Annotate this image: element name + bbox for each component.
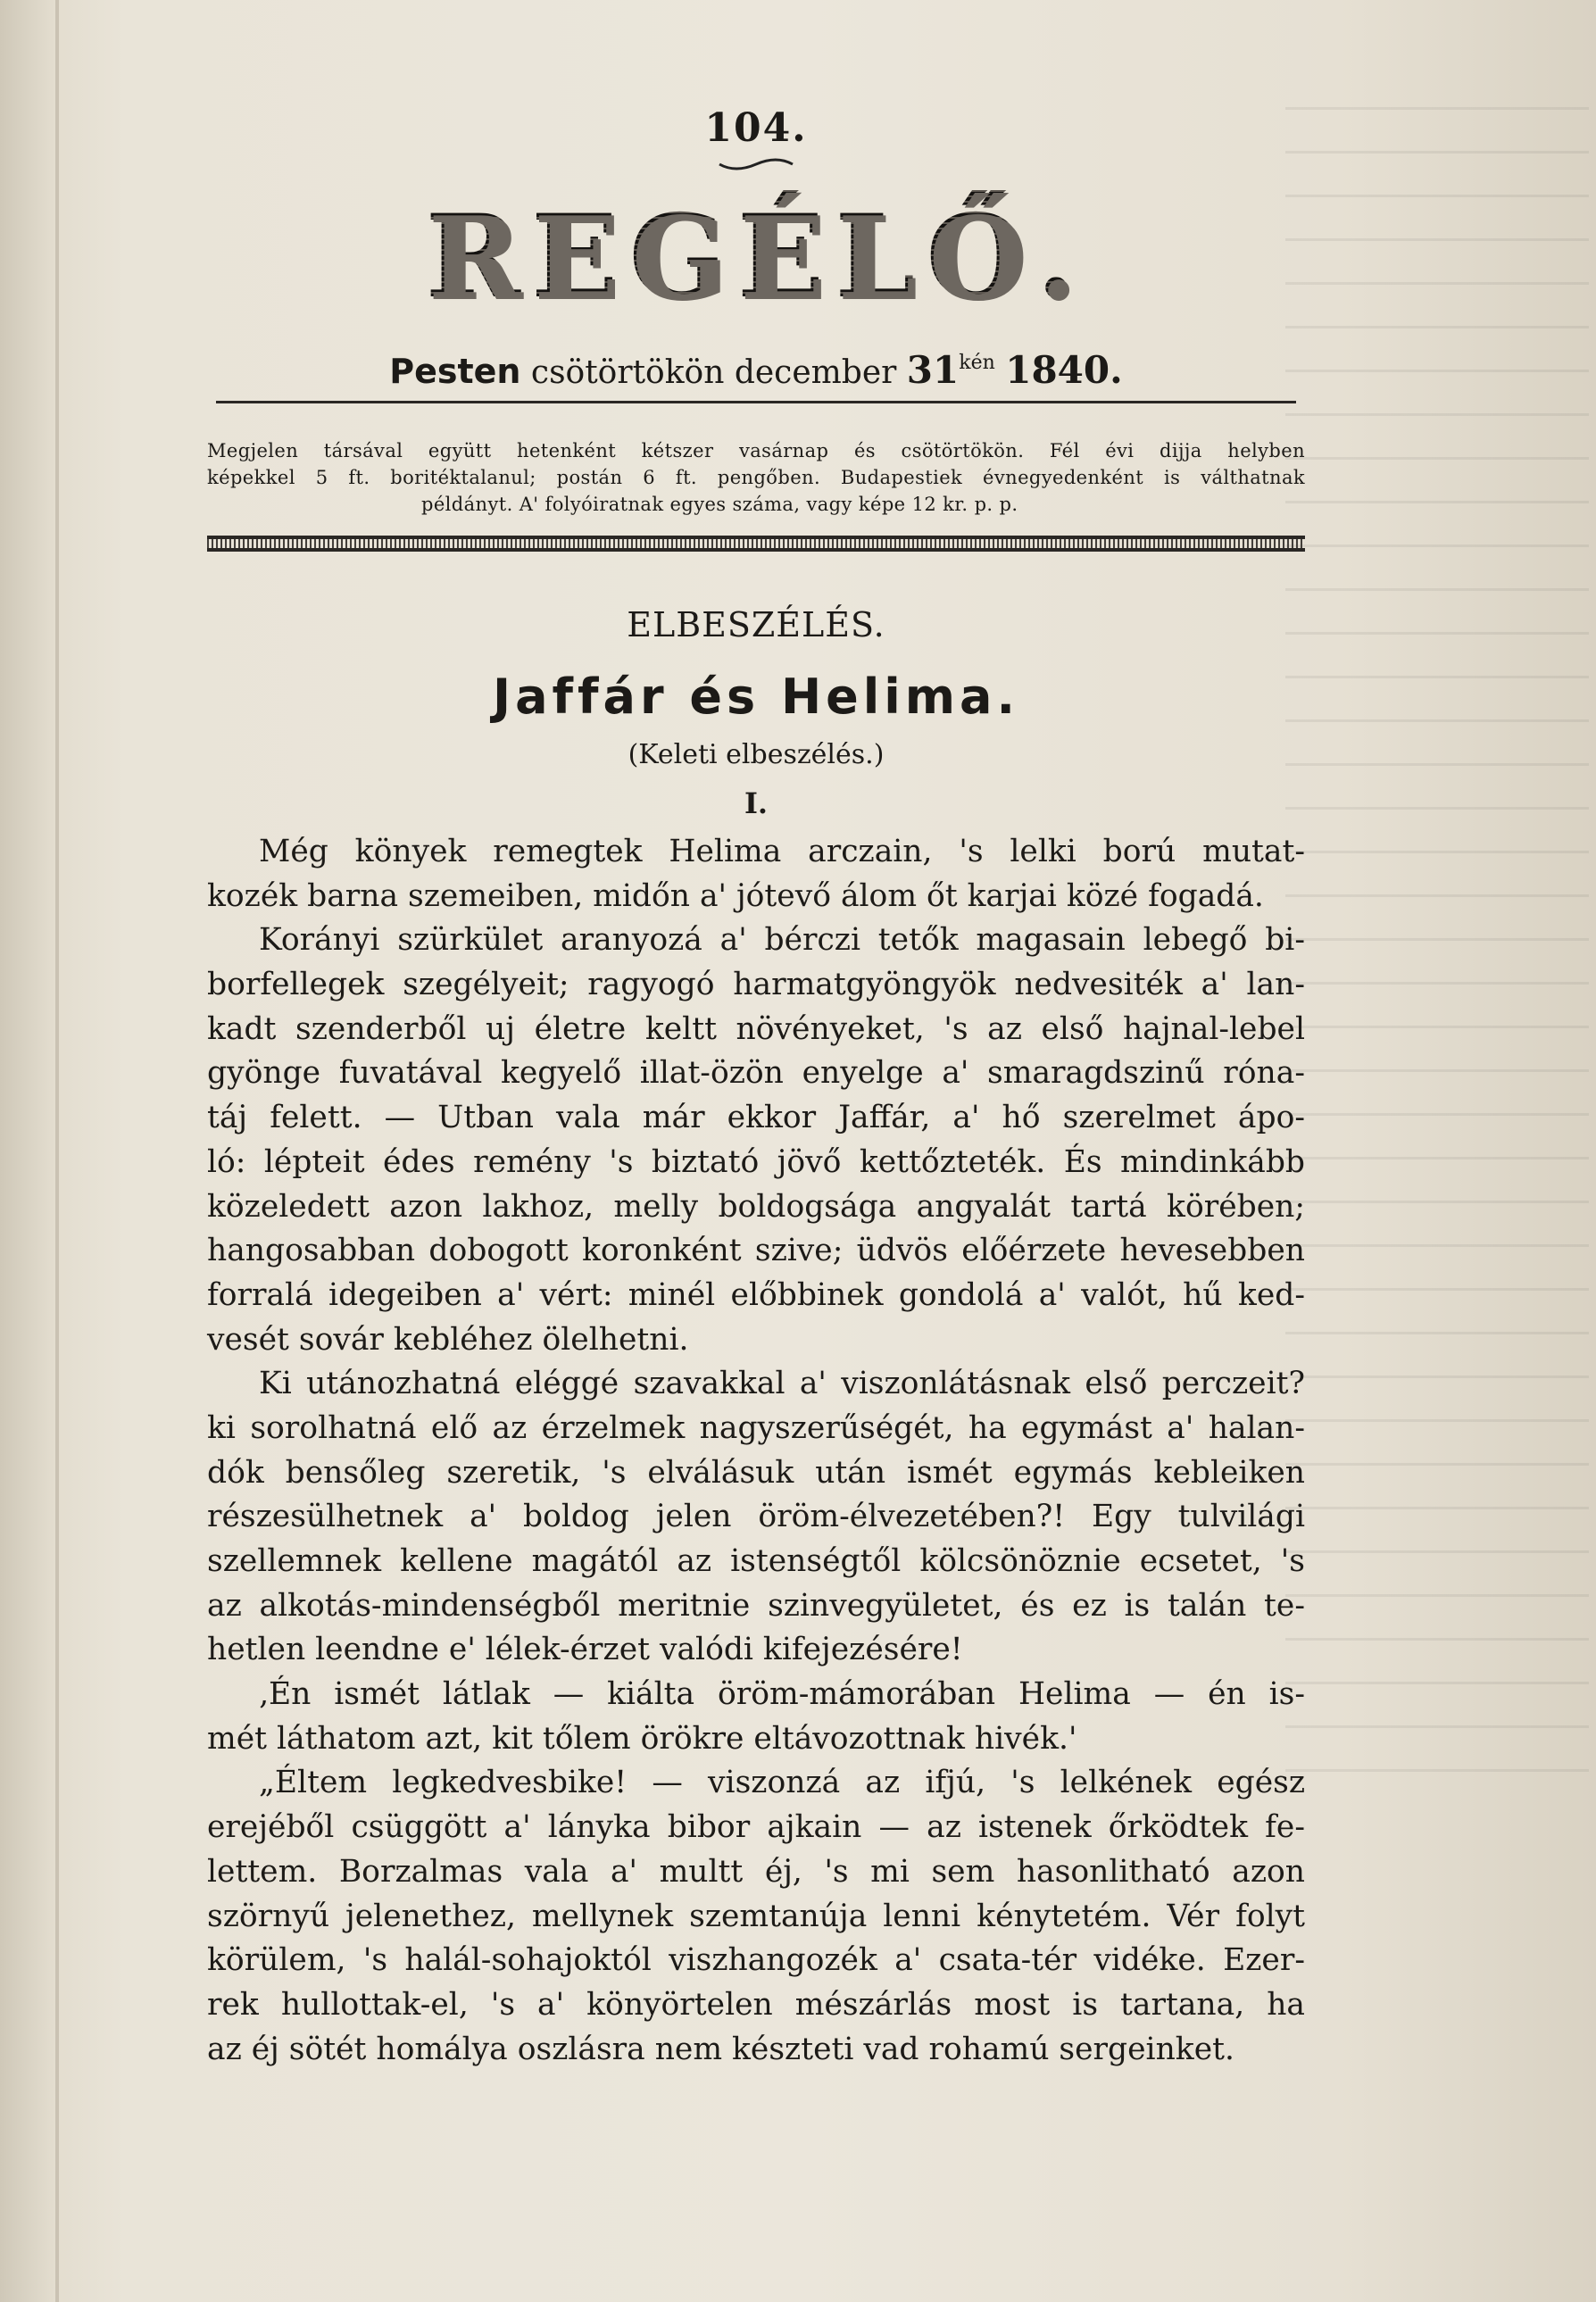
dateline-place: Pesten — [389, 352, 521, 391]
dateline-year: 1840. — [1005, 348, 1123, 392]
text-line: szellemnek kellene magától az istenségtől kölcsönöznie ecsetet, 's — [207, 1543, 1305, 1579]
text-line: hetlen leendne e' lélek-érzet valódi kifejezésére! — [207, 1632, 963, 1668]
paragraph — [207, 1673, 1305, 1761]
text-line: az alkotás-mindenségből meritnie szinvegyületet, és ez is talán te- — [207, 1587, 1305, 1624]
text-line: „Éltem legkedvesbike! — viszonzá az ifjú, 's lelkének egész — [259, 1765, 1305, 1801]
subscription-line: példányt. A' folyóiratnak egyes száma, vagy képe 12 kr. p. p. — [421, 494, 1018, 515]
text-line: erejéből csüggött a' lányka bibor ajkain — az istenek őrködtek fe- — [207, 1809, 1305, 1846]
page-content — [207, 0, 1305, 2302]
subscription-line: Megjelen társával együtt hetenként kétszer vasárnap és csötörtökön. Fél évi dijja helyben — [207, 440, 1305, 461]
page-number: 104. — [704, 105, 808, 151]
masthead-title — [207, 190, 1305, 324]
paragraph — [207, 918, 1305, 1362]
page-binding-edge — [55, 0, 59, 2302]
ornament-swash-icon — [716, 154, 796, 173]
dateline-day: 31 — [906, 348, 960, 392]
text-line: ki sorolhatná elő az érzelmek nagyszerűségét, ha egymást a' halan- — [207, 1409, 1305, 1446]
paragraph — [207, 830, 1305, 918]
text-line: kozék barna szemeiben, midőn a' jótevő álom őt karjai közé fogadá. — [207, 877, 1264, 914]
text-line: körülem, 's halál-sohajoktól viszhangozék a' csata-tér vidéke. Ezer- — [207, 1942, 1305, 1979]
ornamental-divider — [207, 536, 1305, 552]
paragraph — [207, 1761, 1305, 2072]
text-line: lettem. Borzalmas vala a' multt éj, 's mi sem hasonlitható azon — [207, 1853, 1305, 1890]
text-line: Ki utánozhatná eléggé szavakkal a' viszonlátásnak első perczeit? — [259, 1366, 1305, 1402]
text-line: dók bensőleg szeretik, 's elválásuk után ismét egymás kebleiken — [207, 1454, 1305, 1491]
text-line: ló: lépteit édes remény 's biztató jövő kettőzteték. És mindinkább — [207, 1143, 1305, 1180]
text-line: Még könyek remegtek Helima arczain, 's lelki ború mutat- — [259, 834, 1305, 869]
masthead-text: REGÉLŐ. — [425, 190, 1087, 324]
text-line: hangosabban dobogott koronként szive; üdvös előérzete hevesebben — [207, 1233, 1305, 1269]
article-subtitle: (Keleti elbeszélés.) — [628, 739, 885, 770]
article-title: Jaffár és Helima. — [492, 669, 1019, 725]
text-line: gyönge fuvatával kegyelő illat-özön enyelge a' smaragdszinű róna- — [207, 1055, 1305, 1092]
subscription-notice — [207, 437, 1305, 518]
header-rule — [216, 401, 1296, 403]
dateline-day-suffix: kén — [959, 352, 995, 374]
dateline-text: csötörtökön december — [530, 354, 897, 391]
text-line: forralá idegeiben a' vért: minél előbbinek gondolá a' valót, hű ked- — [207, 1276, 1305, 1313]
text-line: rek hullottak-el, 's a' könyörtelen mészárlás most is tartana, ha — [207, 1986, 1305, 2023]
text-line: részesülhetnek a' boldog jelen öröm-élvezetében?! Egy tulvilági — [207, 1499, 1305, 1535]
text-line: mét láthatom azt, kit tőlem örökre eltávozottnak hivék.' — [207, 1720, 1077, 1757]
text-line: közeledett azon lakhoz, melly boldogsága angyalát tartá körében; — [207, 1188, 1305, 1225]
chapter-number: I. — [744, 786, 769, 820]
text-line: borfellegek szegélyeit; ragyogó harmatgyöngyök nedvesiték a' lan- — [207, 967, 1305, 1003]
text-line: kadt szenderből uj életre keltt növényeket, 's az első hajnal-lebel — [207, 1010, 1305, 1047]
text-line: vesét sovár kebléhez ölelhetni. — [207, 1321, 689, 1358]
paragraph — [207, 1362, 1305, 1673]
article-body — [207, 830, 1305, 2072]
text-line: Korányi szürkület aranyozá a' bérczi tetők magasain lebegő bi- — [259, 922, 1305, 959]
subscription-line: képekkel 5 ft. boritéktalanul; postán 6 ft. pengőben. Budapestiek évnegyedenként is válthatnak — [207, 467, 1305, 488]
text-line: táj felett. — Utban vala már ekkor Jaffár, a' hő szerelmet ápo- — [207, 1100, 1305, 1136]
section-heading: ELBESZÉLÉS. — [627, 605, 885, 644]
dateline — [207, 341, 1305, 395]
text-line: ‚Én ismét látlak — kiálta öröm-mámorában Helima — én is- — [259, 1676, 1305, 1713]
show-through-text — [1285, 107, 1589, 1803]
text-line: szörnyű jelenethez, mellynek szemtanúja lenni kénytetém. Vér folyt — [207, 1898, 1305, 1934]
text-line: az éj sötét homálya oszlásra nem készteti vad rohamú sergeinket. — [207, 2031, 1234, 2067]
